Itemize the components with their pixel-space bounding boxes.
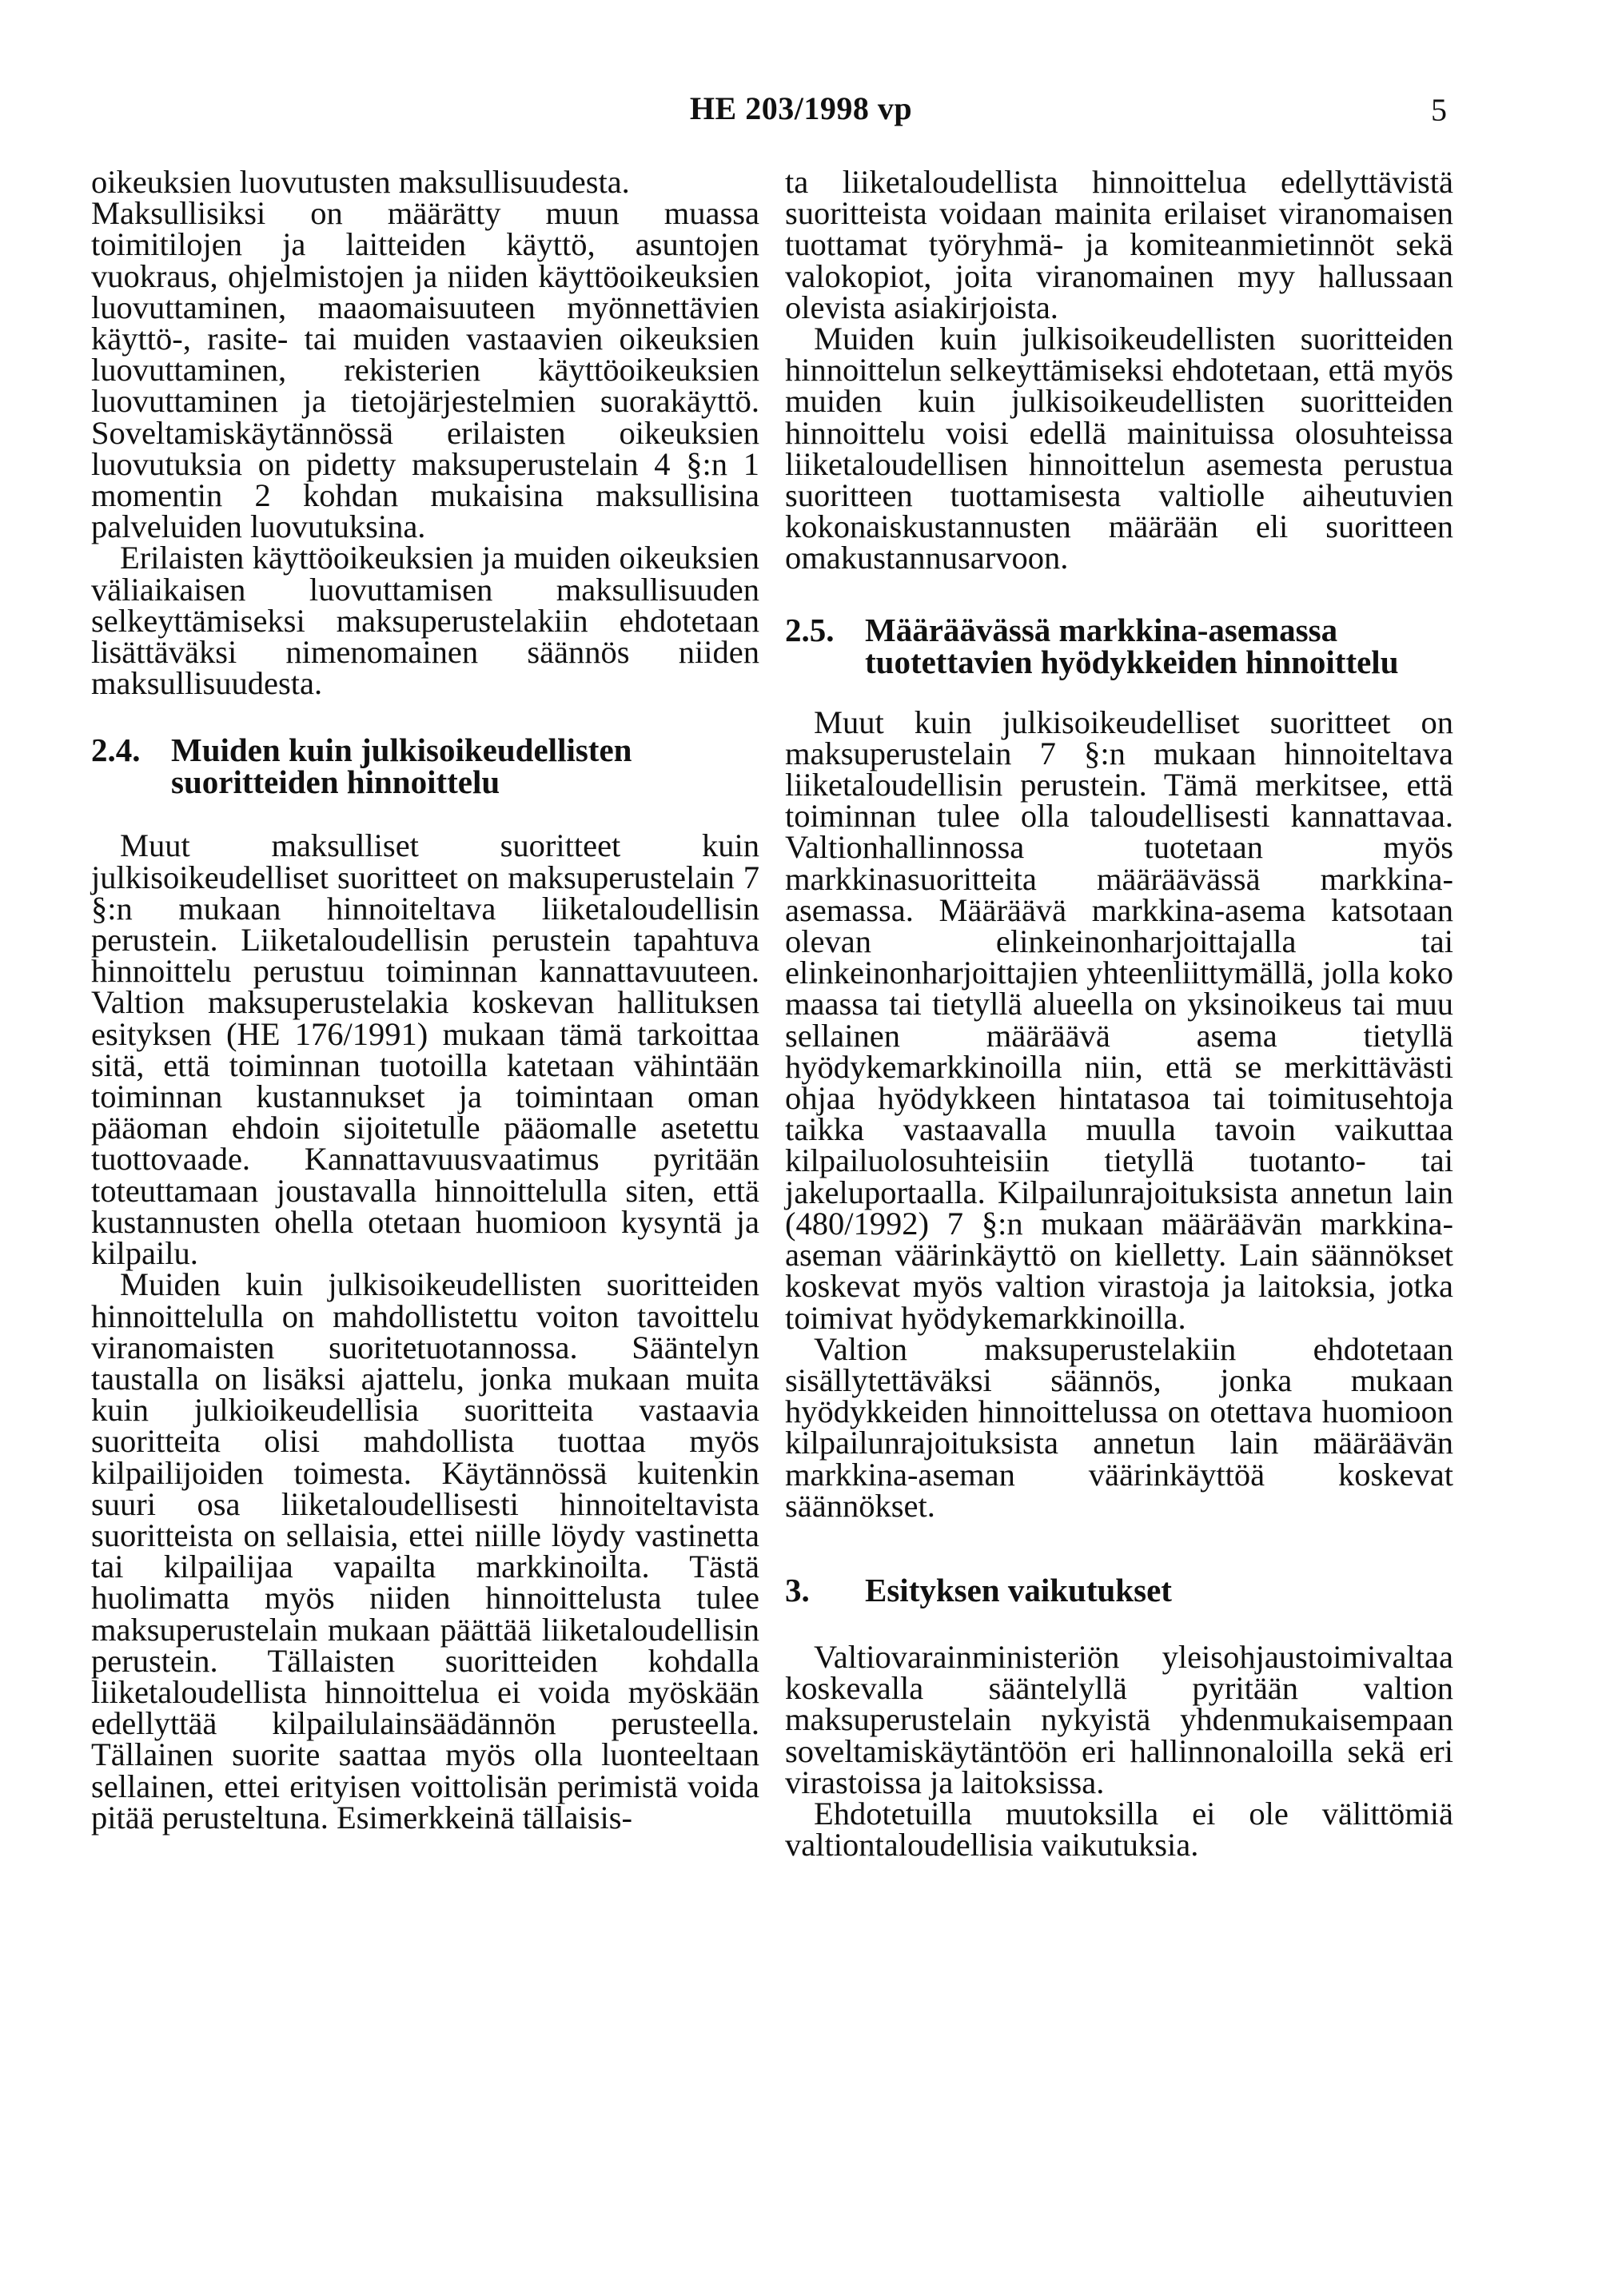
paragraph: Muiden kuin julkisoikeudellisten suoritteiden hinnoittelulla on mahdollistettu voiton tavoittelu viranomaisten suoritetuotannossa. Sääntelyn taustalla on lisäksi ajattelu, jonka mukaan muita kuin julkioikeudellisia suoritteita vastaavia suoritteita olisi mahdollista tuottaa myös kilpailijoiden toimesta. Käytännössä kuitenkin suuri osa liiketaloudellisesti hinnoiteltavista suoritteista on sellaisia, ettei niille löydy vastinetta tai kilpailijaa vapailta markkinoilta. Tästä huolimatta myös niiden hinnoittelusta tulee maksuperustelain mukaan päättää liiketaloudellisin perustein. Tällaisten suoritteiden kohdalla liiketaloudellista hinnoittelua ei voida myöskään edellyttää kilpailulainsäädännön perusteella. Tällainen suorite saattaa myös olla luonteeltaan sellainen, ettei erityisen voittolisän perimistä voida pitää perusteltuna. Esimerkkeinä tällaisis- [91,1266,759,1836]
section-number: 2.5. [785,611,835,648]
paragraph-continuation: oikeuksien luovutusten maksullisuudesta. [91,164,630,200]
section-number: 2.4. [91,731,141,769]
paragraph: Valtiovarainministeriön yleisohjaustoimivaltaa koskevalla sääntelyllä pyritään valtion maksuperustelain nykyistä yhdenmukaisempaan soveltamiskäytäntöön eri hallinnonaloilla sekä eri virastoissa ja laitoksissa. [785,1638,1453,1800]
section-title: Muiden kuin julkisoikeudellisten suoritteiden hinnoittelu [171,731,632,801]
section-title: Esityksen vaikutukset [865,1571,1172,1608]
section-heading-2-4 [91,731,759,801]
right-column [785,164,1453,1864]
paragraph: Muut maksulliset suoritteet kuin julkisoikeudelliset suoritteet on maksuperustelain 7 §:n mukaan hinnoiteltava liiketaloudellisin perustein. Liiketaloudellisin perustein tapahtuva hinnoittelu perustuu toiminnan kannattavuuteen. Valtion maksuperustelakia koskevan hallituksen esityksen (HE 176/1991) mukaan tämä tarkoittaa sitä, että toiminnan tuotoilla katetaan vähintään toiminnan kustannukset ja toimintaan oman pääoman ehdoin sijoitetulle pääomalle asetettu tuottovaade. Kannattavuusvaatimus pyritään toteuttamaan joustavalla hinnoittelulla siten, että kustannusten ohella otetaan huomioon kysyntä ja kilpailu. [91,827,759,1272]
paragraph: Valtion maksuperustelakiin ehdotetaan sisällytettäväksi säännös, jonka mukaan hyödykkeiden hinnoittelussa on otettava huomioon kilpailunrajoituksista annetun lain määräävän markkina-aseman väärinkäyttöä koskevat säännökset. [785,1330,1453,1524]
paragraph: Muiden kuin julkisoikeudellisten suoritteiden hinnoittelun selkeyttämiseksi ehdotetaan, että myös muiden kuin julkisoikeudellisten suoritteiden hinnoittelu voisi edellä mainituissa olosuhteissa liiketaloudellisen hinnoittelun asemesta perustua suoritteen tuottamisesta valtiolle aiheutuvien kokonaiskustannusten määrään eli suoritteen omakustannusarvoon. [785,321,1453,576]
section-title: Määräävässä markkina-asemassa tuotettavien hyödykkeiden hinnoittelu [865,611,1399,680]
section-heading-2-5 [785,611,1453,680]
page-number: 5 [1431,92,1447,128]
paragraph: Ehdotetuilla muutoksilla ei ole välittömiä valtiontaloudellisia vaikutuksia. [785,1795,1453,1864]
section-number: 3. [785,1571,810,1608]
left-column [91,164,759,1836]
document-header-title: HE 203/1998 vp [689,90,913,126]
paragraph-continuation: ta liiketaloudellista hinnoittelua edellyttävistä suoritteista voidaan mainita erilaiset viranomaisen tuottamat työryhmä- ja komiteanmietinnöt sekä valokopiot, joita viranomainen myy hallussaan olevista asiakirjoista. [785,164,1453,325]
paragraph: Maksullisiksi on määrätty muun muassa toimitilojen ja laitteiden käyttö, asuntojen vuokraus, ohjelmistojen ja niiden käyttöoikeuksien luovuttaminen, maaomaisuuteen myönnettävien käyttö-, rasite- tai muiden vastaavien oikeuksien luovuttaminen, rekisterien käyttöoikeuksien luovuttaminen ja tietojärjestelmien suorakäyttö. Soveltamiskäytännössä erilaisten oikeuksien luovutuksia on pidetty maksuperustelain 4 §:n 1 momentin 2 kohdan mukaisina maksullisina palveluiden luovutuksina. [91,195,759,545]
section-heading-3 [785,1571,1453,1608]
paragraph: Erilaisten käyttöoikeuksien ja muiden oikeuksien väliaikaisen luovuttamisen maksullisuuden selkeyttämiseksi maksuperustelakiin ehdotetaan lisättäväksi nimenomainen säännös niiden maksullisuudesta. [91,540,759,702]
paragraph: Muut kuin julkisoikeudelliset suoritteet on maksuperustelain 7 §:n mukaan hinnoiteltava liiketaloudellisin perustein. Tämä merkitsee, että toiminnan tulee olla taloudellisesti kannattavaa. Valtionhallinnossa tuotetaan myös markkinasuoritteita määräävässä markkina-asemassa. Määräävä markkina-asema katsotaan olevan elinkeinonharjoittajalla tai elinkeinonharjoittajien yhteenliittymällä, jolla koko maassa tai tietyllä alueella on yksinoikeus tai muu sellainen määräävä asema tietyllä hyödykemarkkinoilla niin, että se merkittävästi ohjaa hyödykkeen hintatasoa tai toimitusehtoja taikka vastaavalla muulla tavoin vaikuttaa kilpailuolosuhteisiin tietyllä tuotanto- tai jakeluportaalla. Kilpailunrajoituksista annetun lain (480/1992) 7 §:n mukaan määräävän markkina-aseman väärinkäyttö on kielletty. Lain säännökset koskevat myös valtion virastoja ja laitoksia, jotka toimivat hyödykemarkkinoilla. [785,704,1453,1336]
